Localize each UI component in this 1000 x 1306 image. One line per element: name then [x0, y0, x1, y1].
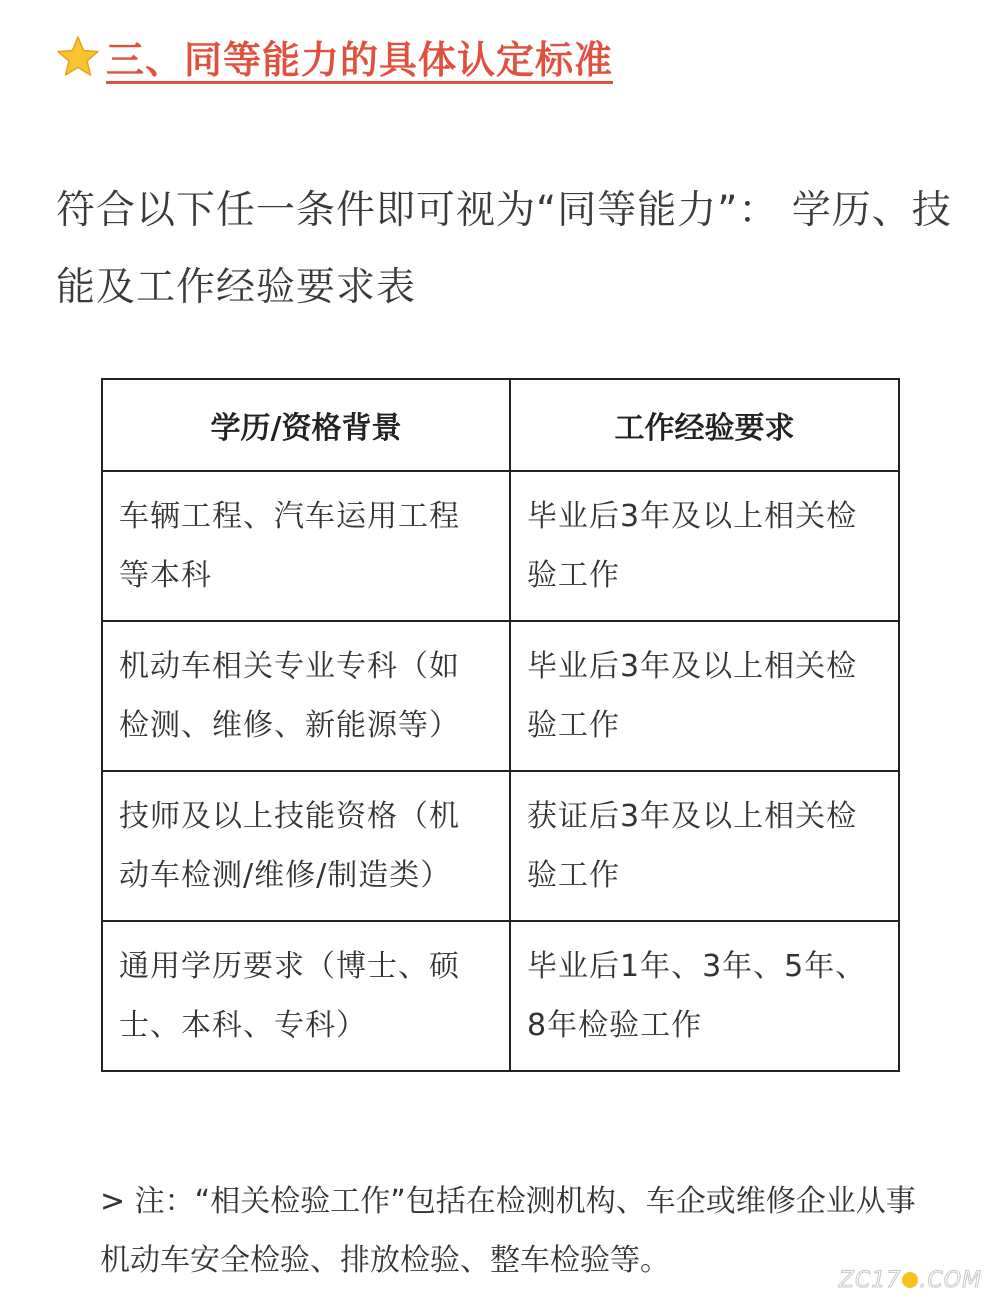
watermark-prefix: ZC17: [838, 1267, 902, 1293]
cell-experience: 毕业后3年及以上相关检验工作: [510, 471, 899, 621]
header-background: 学历/资格背景: [102, 379, 510, 471]
header-experience: 工作经验要求: [510, 379, 899, 471]
cell-experience: 毕业后3年及以上相关检验工作: [510, 621, 899, 771]
table-row: [102, 921, 899, 1071]
cell-background: 车辆工程、汽车运用工程等本科: [102, 471, 510, 621]
footnote: > 注：“相关检验工作”包括在检测机构、车企或维修企业从事机动车安全检验、排放检验、整车检验等。: [100, 1184, 916, 1278]
table-row: [102, 771, 899, 921]
cell-background: 机动车相关专业专科（如检测、维修、新能源等）: [102, 621, 510, 771]
cell-background: 通用学历要求（博士、硕士、本科、专科）: [102, 921, 510, 1071]
table-header-row: [102, 379, 899, 471]
cell-experience: 获证后3年及以上相关检验工作: [510, 771, 899, 921]
watermark-face-icon: [902, 1272, 918, 1288]
table-row: [102, 621, 899, 771]
intro-paragraph: 符合以下任一条件即可视为“同等能力”： 学历、技能及工作经验要求表: [56, 188, 952, 310]
table-row: [102, 471, 899, 621]
requirements-table: [101, 378, 900, 1072]
section-heading: [56, 28, 613, 84]
watermark-suffix: .COM: [919, 1267, 982, 1293]
cell-background: 技师及以上技能资格（机动车检测/维修/制造类）: [102, 771, 510, 921]
star-icon: [56, 34, 100, 78]
cell-experience: 毕业后1年、3年、5年、8年检验工作: [510, 921, 899, 1071]
watermark: [839, 1264, 982, 1296]
section-title: 三、同等能力的具体认定标准: [106, 37, 614, 82]
